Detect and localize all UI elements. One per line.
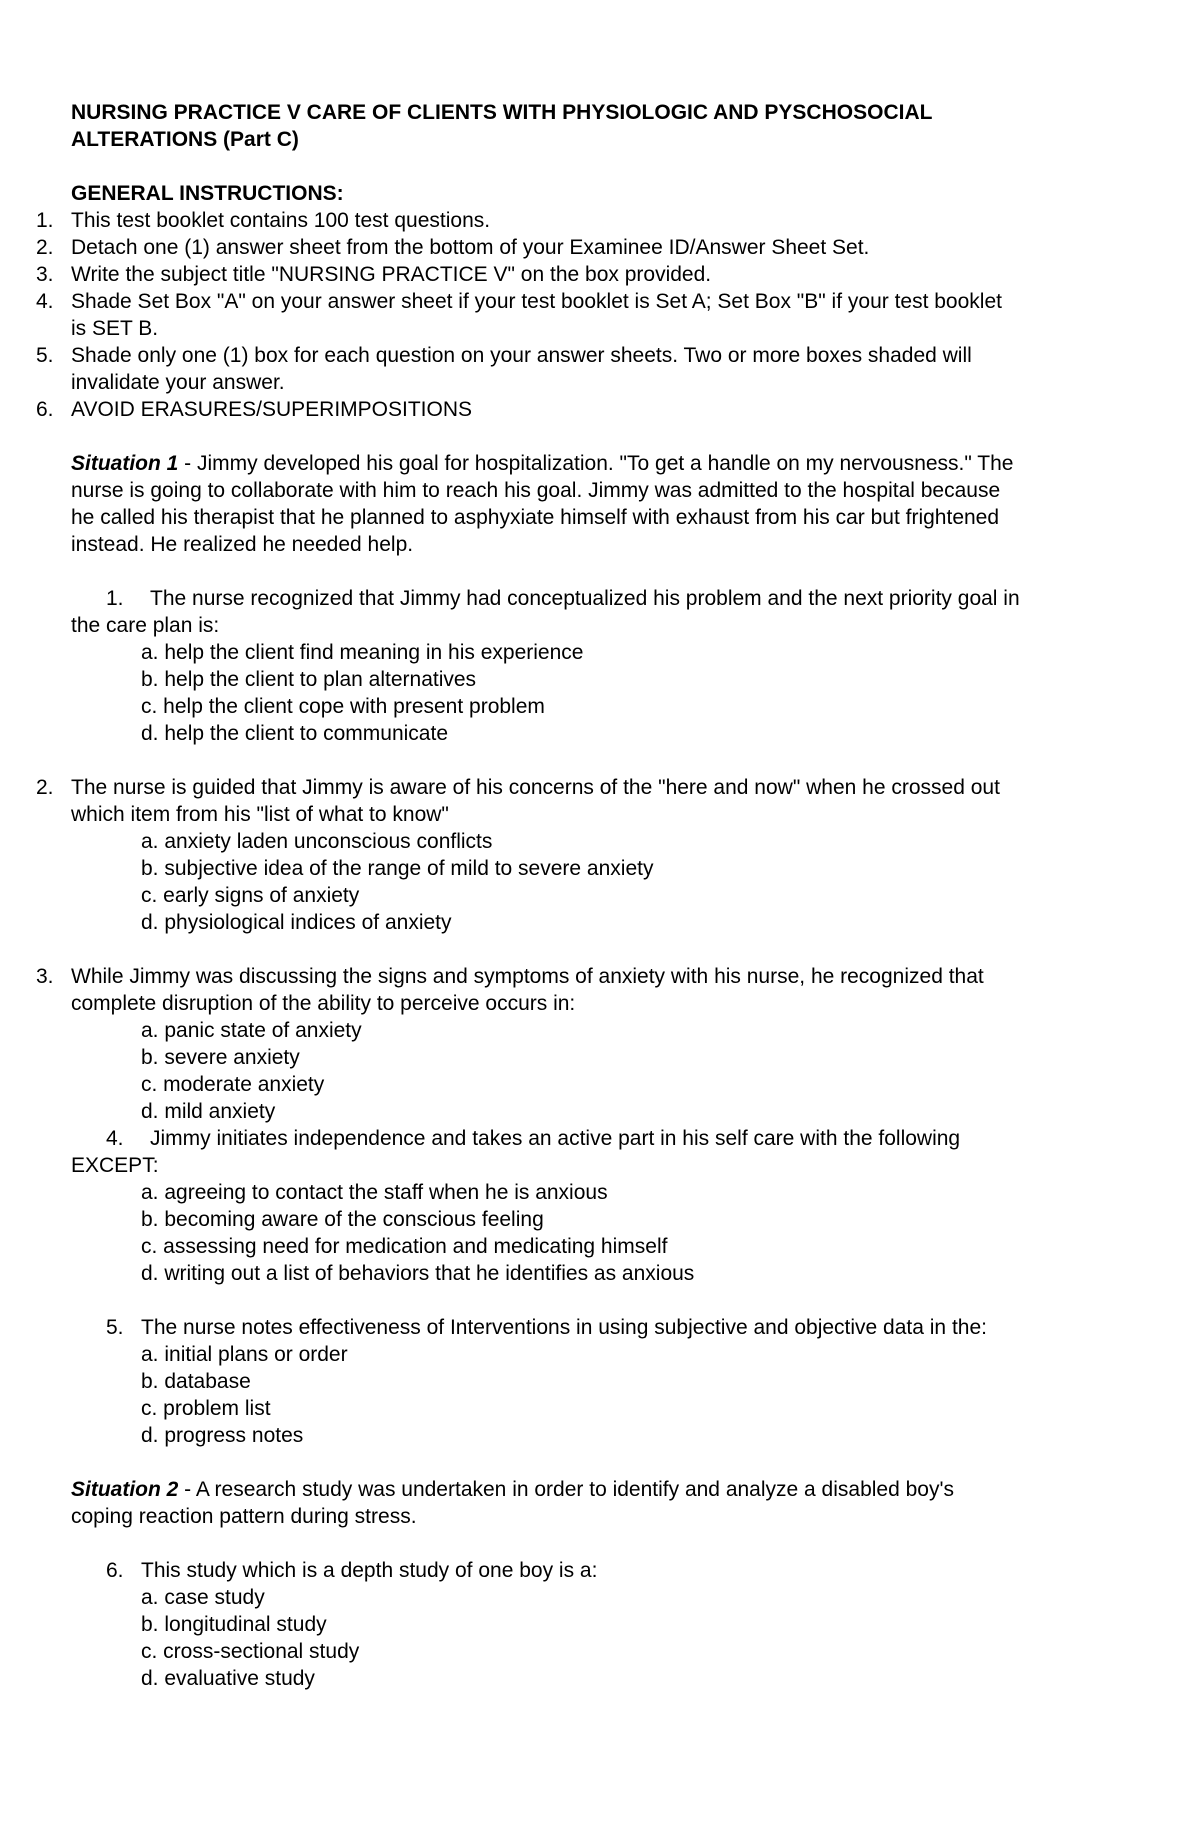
- answer-option: a. case study: [141, 1586, 265, 1609]
- situation-1-text: instead. He realized he needed help.: [71, 533, 414, 556]
- instruction-text: AVOID ERASURES/SUPERIMPOSITIONS: [71, 398, 473, 421]
- instruction-number: 1.: [36, 209, 54, 232]
- answer-option: b. subjective idea of the range of mild to severe anxiety: [141, 857, 654, 880]
- situation-1-line: [71, 450, 1013, 477]
- answer-option: a. help the client find meaning in his experience: [141, 641, 584, 664]
- situation-1-label: Situation 1: [71, 452, 179, 475]
- situation-2-text: - A research study was undertaken in order to identify and analyze a disabled boy's: [178, 1478, 954, 1501]
- answer-option: b. help the client to plan alternatives: [141, 668, 477, 691]
- instruction-text: Shade Set Box "A" on your answer sheet if your test booklet is Set A; Set Box "B" if your test booklet: [71, 290, 1002, 313]
- situation-1-text: nurse is going to collaborate with him to reach his goal. Jimmy was admitted to the hospital because: [71, 479, 1001, 502]
- answer-option: c. cross-sectional study: [141, 1640, 360, 1663]
- situation-2-text: coping reaction pattern during stress.: [71, 1505, 417, 1528]
- instruction-text: Write the subject title "NURSING PRACTICE V" on the box provided.: [71, 263, 712, 286]
- instruction-text-continued: invalidate your answer.: [71, 371, 285, 394]
- answer-option: c. early signs of anxiety: [141, 884, 360, 907]
- document-title-line-1: NURSING PRACTICE V CARE OF CLIENTS WITH PHYSIOLOGIC AND PYSCHOSOCIAL: [71, 101, 933, 124]
- instruction-number: 4.: [36, 290, 54, 313]
- instruction-text: Shade only one (1) box for each question on your answer sheets. Two or more boxes shaded will: [71, 344, 972, 367]
- answer-option: a. panic state of anxiety: [141, 1019, 362, 1042]
- answer-option: d. progress notes: [141, 1424, 304, 1447]
- question-text: The nurse notes effectiveness of Interventions in using subjective and objective data in the:: [141, 1316, 987, 1339]
- situation-2-line: [71, 1476, 954, 1503]
- question-text: The nurse recognized that Jimmy had conceptualized his problem and the next priority goal in: [150, 587, 1020, 610]
- instruction-text-continued: is SET B.: [71, 317, 159, 340]
- answer-option: c. moderate anxiety: [141, 1073, 325, 1096]
- answer-option: c. assessing need for medication and medicating himself: [141, 1235, 668, 1258]
- question-text: The nurse is guided that Jimmy is aware of his concerns of the "here and now" when he crossed out: [71, 776, 1000, 799]
- answer-option: b. severe anxiety: [141, 1046, 300, 1069]
- question-text-continued: the care plan is:: [71, 614, 220, 637]
- question-text-continued: complete disruption of the ability to perceive occurs in:: [71, 992, 576, 1015]
- answer-option: c. problem list: [141, 1397, 271, 1420]
- instruction-text: Detach one (1) answer sheet from the bottom of your Examinee ID/Answer Sheet Set.: [71, 236, 870, 259]
- question-number: 2.: [36, 776, 54, 799]
- situation-1-text: he called his therapist that he planned to asphyxiate himself with exhaust from his car but frightened: [71, 506, 1000, 529]
- answer-option: b. becoming aware of the conscious feeling: [141, 1208, 544, 1231]
- question-number: 6.: [106, 1559, 124, 1582]
- answer-option: a. initial plans or order: [141, 1343, 348, 1366]
- question-number: 5.: [106, 1316, 124, 1339]
- question-text: While Jimmy was discussing the signs and symptoms of anxiety with his nurse, he recognized that: [71, 965, 984, 988]
- question-text-continued: which item from his "list of what to know": [71, 803, 449, 826]
- instruction-text: This test booklet contains 100 test questions.: [71, 209, 491, 232]
- answer-option: d. physiological indices of anxiety: [141, 911, 452, 934]
- question-number: 3.: [36, 965, 54, 988]
- instruction-number: 2.: [36, 236, 54, 259]
- question-number: 1.: [106, 587, 124, 610]
- answer-option: d. help the client to communicate: [141, 722, 449, 745]
- answer-option: b. database: [141, 1370, 251, 1393]
- answer-option: d. writing out a list of behaviors that he identifies as anxious: [141, 1262, 695, 1285]
- answer-option: a. agreeing to contact the staff when he is anxious: [141, 1181, 608, 1204]
- situation-2-label: Situation 2: [71, 1478, 179, 1501]
- question-text-continued: EXCEPT:: [71, 1154, 159, 1177]
- situation-1-text: - Jimmy developed his goal for hospitalization. "To get a handle on my nervousness." The: [178, 452, 1014, 475]
- instructions-heading: GENERAL INSTRUCTIONS:: [71, 182, 344, 205]
- instruction-number: 5.: [36, 344, 54, 367]
- answer-option: c. help the client cope with present problem: [141, 695, 545, 718]
- answer-option: a. anxiety laden unconscious conflicts: [141, 830, 493, 853]
- instruction-number: 3.: [36, 263, 54, 286]
- question-number: 4.: [106, 1127, 124, 1150]
- instruction-number: 6.: [36, 398, 54, 421]
- answer-option: d. mild anxiety: [141, 1100, 276, 1123]
- answer-option: d. evaluative study: [141, 1667, 315, 1690]
- question-text: This study which is a depth study of one boy is a:: [141, 1559, 598, 1582]
- question-text: Jimmy initiates independence and takes an active part in his self care with the following: [150, 1127, 961, 1150]
- answer-option: b. longitudinal study: [141, 1613, 327, 1636]
- document-title-line-2: ALTERATIONS (Part C): [71, 128, 299, 151]
